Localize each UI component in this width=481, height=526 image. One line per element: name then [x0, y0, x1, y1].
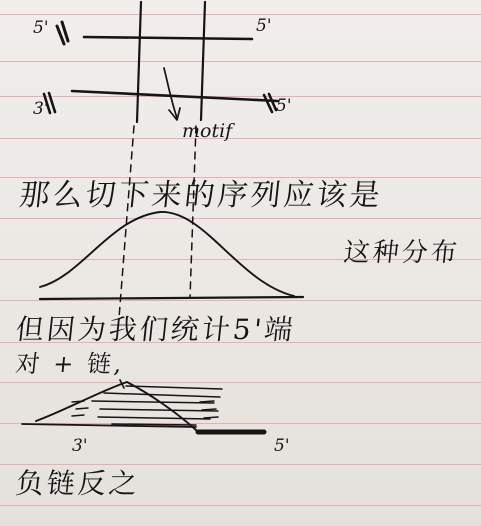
- strand-bottom-line: [72, 91, 278, 101]
- tick-mark: [264, 94, 276, 112]
- note-sentence-4: 对 + 链,: [14, 350, 127, 378]
- cut-line-right: [201, 2, 205, 120]
- strand-top-line: [84, 37, 252, 39]
- coverage-curve: [36, 382, 196, 430]
- label-5prime-top-right: 5': [256, 16, 272, 36]
- label-3prime-bottom-diagram: 3': [72, 436, 88, 456]
- note-sentence-3: 但因为我们统计5'端: [14, 313, 298, 346]
- label-5prime-bottom-right: 5': [276, 96, 292, 116]
- label-3prime-bottom-left: 3': [33, 99, 49, 119]
- distribution-baseline: [40, 297, 303, 299]
- label-5prime-top-left: 5': [33, 18, 49, 38]
- note-sentence-1: 那么切下来的序列应该是: [17, 178, 385, 213]
- tick-mark: [57, 22, 68, 44]
- label-5prime-bottom-diagram: 5': [274, 436, 290, 456]
- bottom-diagram: [22, 380, 264, 432]
- motif-label: motif: [182, 120, 233, 142]
- cut-line-left: [137, 2, 141, 122]
- top-diagram: [44, 2, 278, 122]
- motif-arrow: [164, 68, 177, 118]
- note-sentence-2: 这种分布: [342, 238, 462, 268]
- read-lines: [92, 386, 222, 425]
- distribution-curve: [40, 212, 294, 296]
- note-sentence-5: 负链反之: [14, 467, 142, 500]
